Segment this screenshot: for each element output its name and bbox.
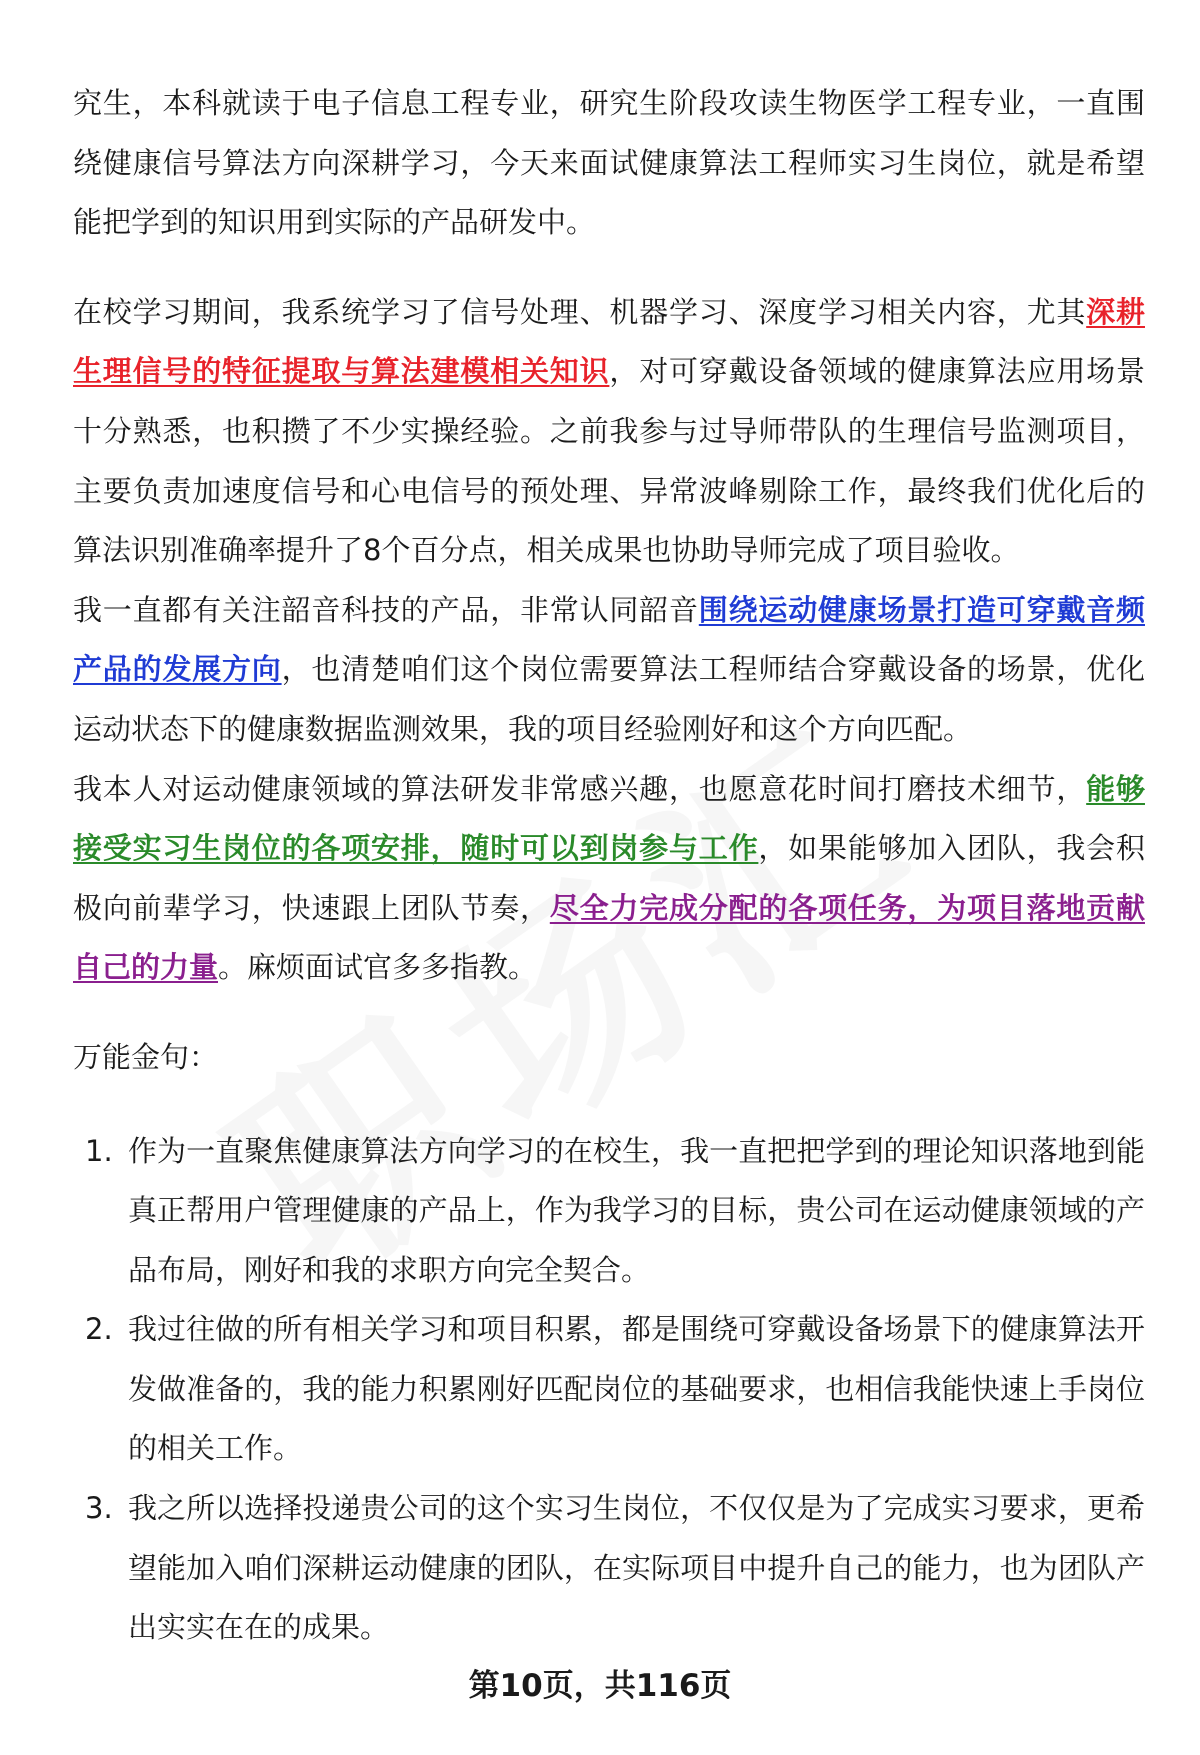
list-number: 1. [85,1133,113,1168]
page-number-footer: 第10页，共116页 [468,1668,732,1704]
list-number: 2. [85,1312,113,1347]
document-body [73,74,1145,1658]
list-item [73,1479,1145,1658]
list-number: 3. [85,1491,113,1526]
study-text-before: 在校学习期间，我系统学习了信号处理、机器学习、深度学习相关内容，尤其 [73,294,1087,329]
highlight-blue: 围绕运动健康场景打造可穿戴音频产品的发展方向 [73,592,1145,687]
highlight-green: 能够接受实习生岗位的各项安排，随时可以到岗参与工作 [73,771,1145,866]
paragraph-study [73,283,1145,581]
paragraph-motivation [73,760,1145,998]
motivation-text-middle: ，如果能够加入团队，我会积极向前辈学习，快速跟上团队节奏， [73,831,1145,925]
motivation-text-after: 。麻烦面试官多多指教。 [218,950,538,985]
paragraph-company [73,581,1145,760]
motto-heading: 万能金句： [73,1039,219,1074]
highlight-purple: 尽全力完成分配的各项任务，为项目落地贡献自己的力量 [73,890,1145,985]
list-text: 我之所以选择投递贵公司的这个实习生岗位，不仅仅是为了完成实习要求，更希望能加入咱们深耕运动健康的团队，在实际项目中提升自己的能力，也为团队产出实实在在的成果。 [128,1491,1145,1645]
study-text-after: ，对可穿戴设备领域的健康算法应用场景十分熟悉，也积攒了不少实操经验。之前我参与过导师带队的生理信号监测项目，主要负责加速度信号和心电信号的预处理、异常波峰剔除工作，最终我们优化后的算法识别准确率提升了8个百分点，相关成果也协助导师完成了项目验收。 [73,354,1145,568]
company-text-after: ，也清楚咱们这个岗位需要算法工程师结合穿戴设备的场景，优化运动状态下的健康数据监测效果，我的项目经验刚好和这个方向匹配。 [73,652,1145,746]
list-item [73,1300,1145,1479]
list-text: 作为一直聚焦健康算法方向学习的在校生，我一直把把学到的理论知识落地到能真正帮用户管理健康的产品上，作为我学习的目标，贵公司在运动健康领域的产品布局，刚好和我的求职方向完全契合。 [128,1133,1145,1287]
motivation-text-before: 我本人对运动健康领域的算法研发非常感兴趣，也愿意花时间打磨技术细节， [73,771,1087,806]
highlight-red: 深耕生理信号的特征提取与算法建模相关知识 [73,294,1145,389]
list-text: 我过往做的所有相关学习和项目积累，都是围绕可穿戴设备场景下的健康算法开发做准备的，我的能力积累刚好匹配岗位的基础要求，也相信我能快速上手岗位的相关工作。 [128,1312,1145,1466]
company-text-before: 我一直都有关注韶音科技的产品，非常认同韶音 [73,592,699,627]
list-item [73,1122,1145,1301]
paragraph-intro: 究生，本科就读于电子信息工程专业，研究生阶段攻读生物医学工程专业，一直围绕健康信号算法方向深耕学习，今天来面试健康算法工程师实习生岗位，就是希望能把学到的知识用到实际的产品研发中。 [73,86,1145,240]
golden-sentence-list [73,1122,1145,1658]
